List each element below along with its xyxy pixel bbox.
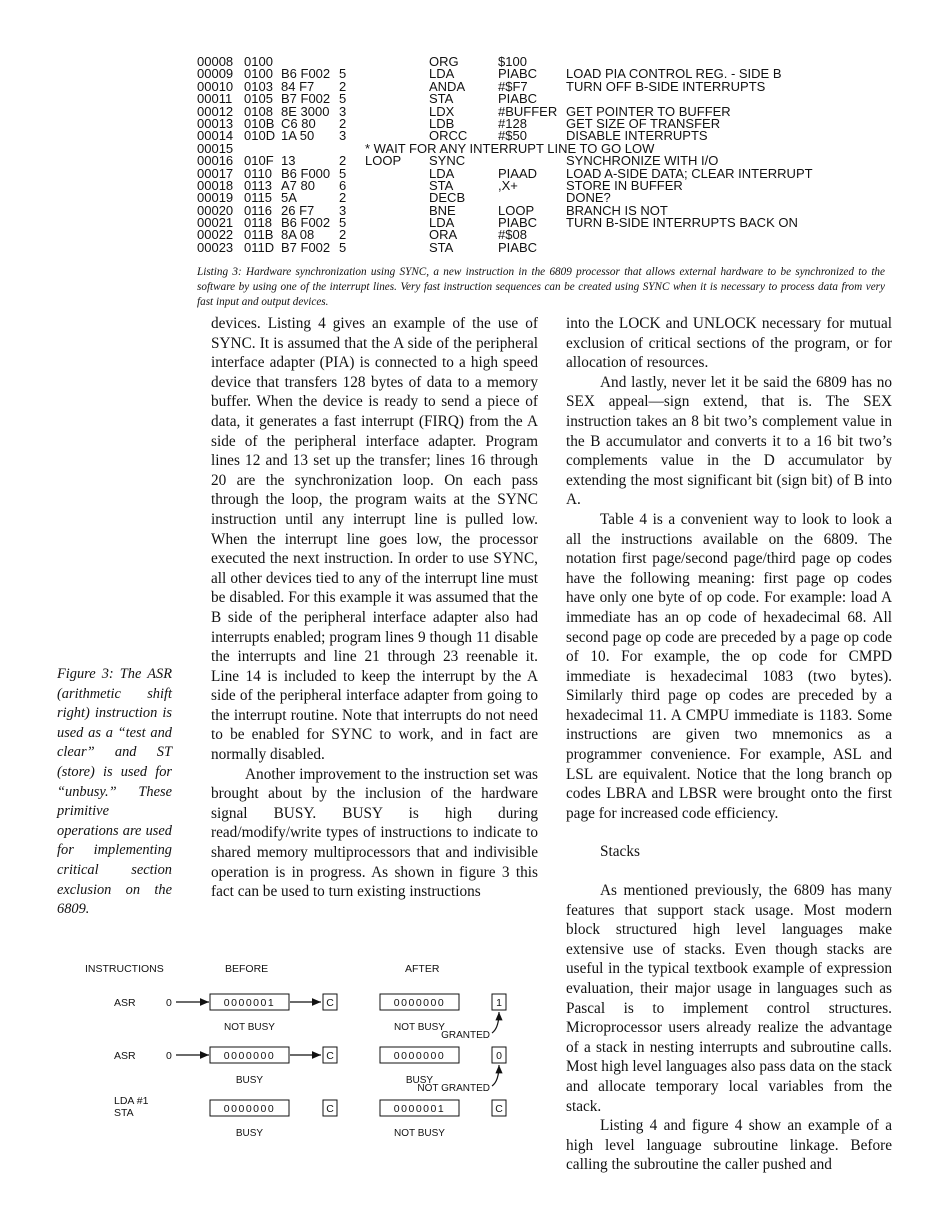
- listing-line: 00020: [197, 202, 234, 218]
- body-paragraph: As mentioned previously, the 6809 has many features that support stack usage. Most modern block structured high level languages make extensive use of stacks. Even though stacks are useful in the typical textbook example of expression evaluation, their major usage in languages such as Pascal is to implement control structures. Microprocessor users already realize the advantage of a stack in nesting interrupts and subroutine calls. Most high level languages also pass data on the stack and allocate temporary local variables from the stack.: [566, 882, 892, 1115]
- listing-cyc: 2: [339, 190, 347, 206]
- shift-input: 0: [166, 1050, 172, 1062]
- result-arrow: [492, 1012, 499, 1033]
- listing-line: 00010: [197, 78, 234, 94]
- listing-operand: #$08: [498, 227, 527, 243]
- listing-line: 00022: [197, 227, 234, 243]
- shift-input: 0: [166, 997, 172, 1009]
- listing-code: 26 F7: [281, 202, 315, 218]
- section-heading: Stacks: [600, 843, 640, 861]
- code-listing: [197, 56, 897, 254]
- listing-addr: 010D: [244, 128, 276, 144]
- listing-code: 13: [281, 153, 296, 169]
- listing-line: [197, 239, 897, 255]
- listing-op: LDB: [429, 115, 455, 131]
- listing-operand: PIAAD: [498, 165, 538, 181]
- listing-op: ORCC: [429, 128, 468, 144]
- listing-code: B7 F002: [281, 91, 331, 107]
- listing-line: 00014: [197, 128, 234, 144]
- listing-caption: Listing 3: Hardware synchronization using SYNC, a new instruction in the 6809 processor that allows external hardware to be synchronized to the software by using one of the interrupt lines. Very fast instruction sequences can be created using SYNC when it is necessary to process data from very fast input and output devices.: [197, 266, 885, 309]
- listing-addr: 011B: [244, 227, 274, 243]
- listing-operand: PIABC: [498, 91, 538, 107]
- body-column-2: [566, 314, 892, 1175]
- listing-op: ANDA: [429, 78, 466, 94]
- listing-cyc: 5: [339, 66, 347, 82]
- listing-operand: #128: [498, 115, 527, 131]
- listing-comment: LOAD A-SIDE DATA; CLEAR INTERRUPT: [566, 165, 813, 181]
- listing-op: DECB: [429, 190, 466, 206]
- instruction-label: ASR: [114, 997, 136, 1009]
- listing-operand: #$F7: [498, 78, 528, 94]
- result-label: NOT GRANTED: [417, 1083, 490, 1094]
- listing-comment: TURN B-SIDE INTERRUPTS BACK ON: [566, 215, 798, 231]
- listing-comment: DISABLE INTERRUPTS: [566, 128, 708, 144]
- listing-addr: 0110: [244, 165, 272, 181]
- listing-op: BNE: [429, 202, 456, 218]
- listing-comment: GET SIZE OF TRANSFER: [566, 115, 721, 131]
- listing-operand: PIABC: [498, 66, 538, 82]
- body-paragraph: Listing 4 and figure 4 show an example of a high level language subroutine linkage. Before calling the subroutine the caller pushed and: [566, 1117, 892, 1174]
- listing-comment: TURN OFF B-SIDE INTERRUPTS: [566, 78, 766, 94]
- busy-state-before: NOT BUSY: [224, 1022, 275, 1033]
- listing-code: 1A 50: [281, 128, 315, 144]
- listing-code: C6 80: [281, 115, 316, 131]
- listing-addr: 0100: [244, 66, 273, 82]
- listing-label: LOOP: [365, 153, 402, 169]
- instruction-label: STA: [114, 1107, 134, 1119]
- listing-operand: #BUFFER: [498, 103, 558, 119]
- listing-op: LDA: [429, 66, 455, 82]
- listing-line: 00017: [197, 165, 234, 181]
- listing-addr: 0108: [244, 103, 273, 119]
- body-paragraph: Table 4 is a convenient way to look to look a all the instructions available on the 6809. The notation first page/second page/third page op codes have the following meaning: first page op codes have only one byte of op code. For example: load A immediate has an op code of hexadecimal 68. All second page op code are preceded by a page op code of 10. For example, the op code for CMPD immediate is hexadecimal 1083 (two bytes). Similarly third page op codes are preceded by a hexadecimal 11. A CMPU immediate is 1183. Some instructions are given two mnemonics as a programmer convenience. For example, ASL and LSL are equivalent. Notice that the long branch op codes LBRA and LBSR were brought onto the first page for increased code efficiency.: [566, 510, 892, 822]
- listing-op: ORG: [429, 54, 459, 69]
- listing-comment: SYNCHRONIZE WITH I/O: [566, 153, 719, 169]
- listing-operand: LOOP: [498, 202, 535, 218]
- listing-addr: 0103: [244, 78, 273, 94]
- listing-addr: 010B: [244, 115, 275, 131]
- listing-op: LDA: [429, 215, 455, 231]
- listing-code: B6 F002: [281, 215, 331, 231]
- carry-after: 0: [496, 1050, 502, 1062]
- listing-operand: $100: [498, 54, 527, 69]
- listing-operand: PIABC: [498, 239, 538, 255]
- result-label: GRANTED: [441, 1030, 490, 1041]
- listing-op: SYNC: [429, 153, 466, 169]
- listing-op: ORA: [429, 227, 458, 243]
- register-before: 0000000: [223, 1103, 276, 1115]
- figure-caption: Figure 3: The ASR (arithmetic shift right) instruction is used as a “test and clear” and ST (store) is used for “unbusy.” These primitive operations are used for implementing critical section exclusion on the 6809.: [57, 666, 172, 918]
- listing-operand: #$50: [498, 128, 527, 144]
- register-before: 0000000: [223, 1050, 276, 1062]
- listing-addr: 0105: [244, 91, 273, 107]
- instruction-label: ASR: [114, 1050, 136, 1062]
- carry-after: 1: [496, 997, 502, 1009]
- figure-header: INSTRUCTIONS: [85, 963, 164, 975]
- listing-op: LDA: [429, 165, 455, 181]
- listing-op: STA: [429, 91, 454, 107]
- listing-op: LDX: [429, 103, 455, 119]
- listing-comment: BRANCH IS NOT: [566, 202, 668, 218]
- listing-line: 00023: [197, 239, 234, 255]
- body-column-1: [211, 314, 538, 902]
- listing-addr: 0116: [244, 202, 272, 218]
- figure-header: BEFORE: [225, 963, 269, 975]
- instruction-label: LDA #1: [114, 1095, 149, 1107]
- listing-cyc: 5: [339, 215, 347, 231]
- listing-cyc: 5: [339, 165, 347, 181]
- listing-op: STA: [429, 177, 454, 193]
- register-after: 0000001: [393, 1103, 446, 1115]
- carry-after: C: [495, 1103, 503, 1115]
- listing-code: A7 80: [281, 177, 315, 193]
- carry-before: C: [326, 1050, 334, 1062]
- busy-state-before: BUSY: [235, 1128, 264, 1139]
- result-arrow: [492, 1065, 499, 1086]
- listing-cyc: 2: [339, 227, 347, 243]
- busy-state-after: BUSY: [405, 1075, 434, 1086]
- body-paragraph: into the LOCK and UNLOCK necessary for mutual exclusion of critical sections of the program, or for allocation of resources.: [566, 315, 892, 372]
- body-paragraph: Another improvement to the instruction set was brought about by the inclusion of the hardware signal BUSY. BUSY is high during read/modify/write types of instructions to indicate to shared memory multiprocessors that and indivisible operation is in progress. As shown in figure 3 this fact can be used to turn existing instructions: [211, 765, 538, 901]
- listing-op: STA: [429, 239, 454, 255]
- listing-comment: LOAD PIA CONTROL REG. - SIDE B: [566, 66, 782, 82]
- listing-line: 00008: [197, 54, 234, 69]
- listing-addr: 011D: [244, 239, 275, 255]
- listing-line: [197, 140, 897, 156]
- listing-addr: 0100: [244, 54, 273, 69]
- listing-label: * WAIT FOR ANY INTERRUPT LINE TO GO LOW: [365, 140, 655, 156]
- listing-comment: DONE?: [566, 190, 611, 206]
- carry-before: C: [326, 997, 334, 1009]
- register-before: 0000001: [223, 997, 276, 1009]
- listing-cyc: 3: [339, 202, 347, 218]
- listing-code: B6 F000: [281, 165, 331, 181]
- listing-cyc: 2: [339, 153, 347, 169]
- listing-line: 00011: [197, 91, 233, 107]
- register-after: 0000000: [393, 1050, 446, 1062]
- register-after: 0000000: [393, 997, 446, 1009]
- listing-code: 8A 08: [281, 227, 315, 243]
- listing-cyc: 2: [339, 78, 347, 94]
- busy-state-after: NOT BUSY: [394, 1128, 445, 1139]
- listing-cyc: 6: [339, 177, 347, 193]
- listing-operand: ,X+: [498, 177, 518, 193]
- listing-comment: GET POINTER TO BUFFER: [566, 103, 731, 119]
- listing-code: 5A: [281, 190, 297, 206]
- listing-line: 00019: [197, 190, 234, 206]
- listing-code: 8E 3000: [281, 103, 330, 119]
- body-paragraph: And lastly, never let it be said the 6809 has no SEX appeal—sign extend, that is. The SEX instruction takes an 8 bit two’s complement value in the B accumulator and converts it to a 16 bit two’s complements value in the D accumulator by extending the most significant bit (sign bit) of B into A.: [566, 373, 892, 509]
- body-paragraph: devices. Listing 4 gives an example of the use of SYNC. It is assumed that the A side of the peripheral interface adapter (PIA) is connected to a high speed device that transfers 128 bytes of data to a memory buffer. When the device is ready to send a piece of data, it generates a fast interrupt (FIRQ) from the A side of the peripheral interface adapter. Program lines 12 and 13 set up the transfer; lines 16 through 20 are the synchronization loop. On each pass through the loop, the program waits at the SYNC instruction until any interrupt line is pulled low. When the interrupt line goes low, the processor executed the next instruction. In order to use SYNC, all other devices tied to any of the interrupt line must be disabled. For this example it was assumed that the B side of the peripheral interface adapter also had interrupts enabled; program lines 9 though 11 disable the interrupts and line 21 through 23 reenable it. Line 14 is included to keep the interrupt by the A side of the peripheral interface adapter from going to the interrupt routine. Note that interrupts do not need to be enabled for SYNC to work, and in fact are normally disabled.: [211, 315, 538, 764]
- listing-code: B6 F002: [281, 66, 331, 82]
- listing-line: 00012: [197, 103, 234, 119]
- listing-addr: 0118: [244, 215, 272, 231]
- listing-code: 84 F7: [281, 78, 315, 94]
- listing-line: [197, 177, 897, 193]
- listing-addr: 010F: [244, 153, 274, 169]
- listing-cyc: 3: [339, 103, 347, 119]
- listing-cyc: 3: [339, 128, 347, 144]
- busy-state-after: NOT BUSY: [394, 1022, 445, 1033]
- listing-line: 00013: [197, 115, 234, 131]
- listing-comment: STORE IN BUFFER: [566, 177, 683, 193]
- listing-line: 00021: [197, 215, 234, 231]
- busy-state-before: BUSY: [235, 1075, 264, 1086]
- listing-line: 00015: [197, 140, 234, 156]
- listing-cyc: 5: [339, 91, 347, 107]
- listing-line: 00009: [197, 66, 234, 82]
- listing-line: 00018: [197, 177, 234, 193]
- listing-code: B7 F002: [281, 239, 331, 255]
- figure-3-diagram: [80, 955, 550, 1145]
- listing-cyc: 5: [339, 239, 347, 255]
- listing-operand: PIABC: [498, 215, 538, 231]
- carry-before: C: [326, 1103, 334, 1115]
- listing-addr: 0113: [244, 177, 272, 193]
- listing-cyc: 2: [339, 115, 347, 131]
- figure-header: AFTER: [405, 963, 440, 975]
- listing-line: 00016: [197, 153, 234, 169]
- listing-addr: 0115: [244, 190, 272, 206]
